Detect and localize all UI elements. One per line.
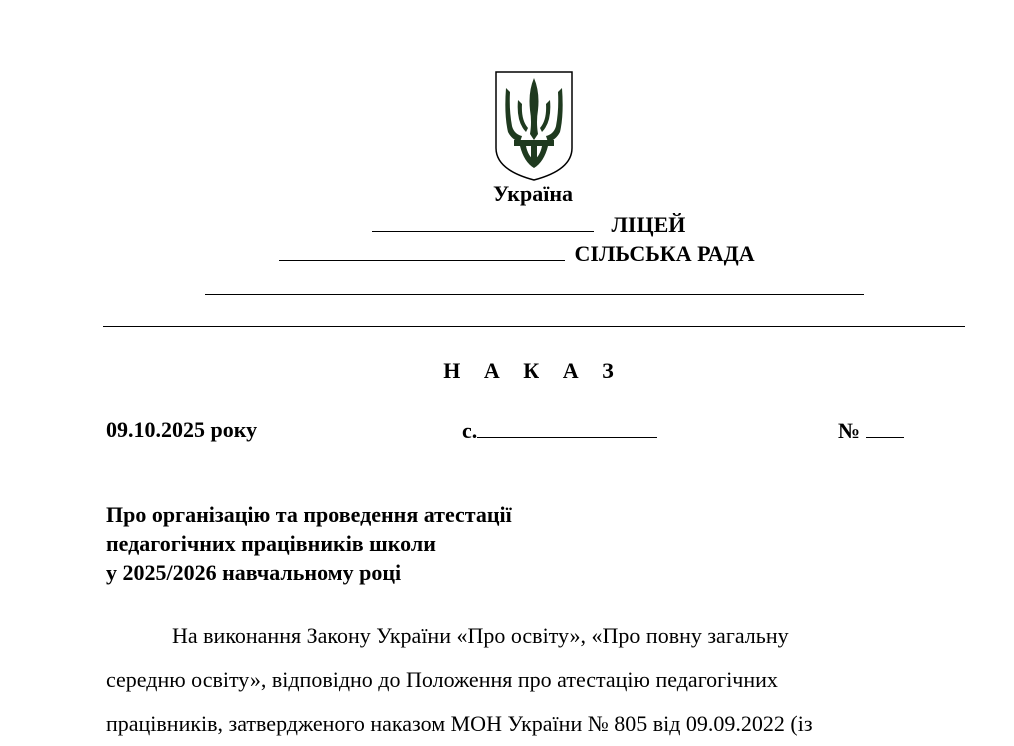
subject-line: педагогічних працівників школи	[106, 531, 436, 556]
order-subject	[106, 500, 512, 587]
place-prefix: с.	[462, 418, 478, 443]
place-blank	[477, 417, 657, 438]
order-date: 09.10.2025 року	[106, 417, 258, 442]
trident-icon	[494, 70, 574, 182]
document-title: Н А К А З	[443, 358, 623, 383]
body-line: На виконання Закону України «Про освіту», «Про повну загальну	[172, 623, 789, 648]
country-name: Україна	[492, 181, 574, 206]
number-prefix: №	[838, 418, 861, 443]
institution-line	[372, 211, 685, 238]
subject-line: у 2025/2026 навчальному році	[106, 560, 402, 585]
body-line: середню освіту», відповідно до Положення про атестацію педагогічних	[106, 667, 778, 692]
body-line: працівників, затвердженого наказом МОН України № 805 від 09.09.2022 (із	[106, 711, 813, 736]
institution-name-blank	[372, 211, 594, 232]
council-type: СІЛЬСЬКА РАДА	[574, 241, 755, 266]
subject-line: Про організацію та проведення атестації	[106, 502, 512, 527]
coat-of-arms-emblem	[494, 70, 574, 182]
institution-type: ЛІЦЕЙ	[611, 212, 686, 237]
order-body	[106, 614, 906, 746]
address-blank-line	[205, 294, 864, 295]
number-blank	[866, 417, 904, 438]
order-place	[462, 417, 657, 444]
header-divider	[103, 326, 965, 327]
council-line	[279, 240, 755, 267]
order-number	[838, 417, 904, 444]
council-name-blank	[279, 240, 565, 261]
